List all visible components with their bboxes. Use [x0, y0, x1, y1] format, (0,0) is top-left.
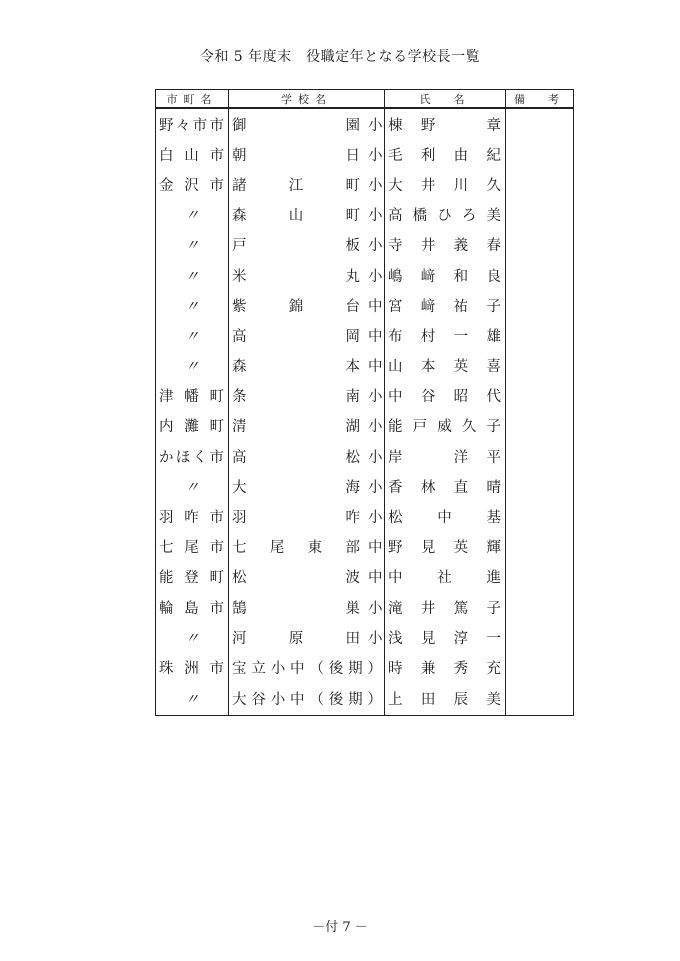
principal-name-cell: 中 谷 昭 代 [385, 381, 506, 411]
table-row [156, 501, 574, 531]
remarks-cell [506, 230, 574, 260]
principal-name-cell: 布 村 一 雄 [385, 320, 506, 350]
school-cell [229, 169, 385, 199]
remarks-cell [506, 471, 574, 501]
school-cell [229, 532, 385, 562]
table-row [156, 320, 574, 350]
school-type: 中 [368, 540, 383, 557]
school-cell [229, 200, 385, 230]
table-body [156, 108, 574, 715]
school-type: 小 [368, 630, 383, 647]
header-city: 市町名 [156, 90, 229, 109]
school-type: 中 [368, 328, 383, 345]
principal-name-cell: 嶋 﨑 和 良 [385, 260, 506, 290]
remarks-cell [506, 683, 574, 716]
school-cell [229, 411, 385, 441]
principal-name-cell: 松 中 基 [385, 501, 506, 531]
city-cell: 〃 [156, 260, 229, 290]
city-cell: 珠 洲 市 [156, 652, 229, 682]
school-name: 紫 錦 台 [232, 298, 360, 315]
remarks-cell [506, 200, 574, 230]
school-type: 小 [368, 510, 383, 527]
city-cell: 七 尾 市 [156, 532, 229, 562]
principal-name-cell: 山 本 英 喜 [385, 351, 506, 381]
school-name: 七 尾 東 部 [232, 540, 360, 557]
school-name: 戸 板 [232, 238, 360, 255]
table-row [156, 351, 574, 381]
principal-table [155, 89, 574, 716]
remarks-cell [506, 320, 574, 350]
school-type: 小 [368, 419, 383, 436]
school-type: 中 [368, 570, 383, 587]
principal-name-cell: 高 橋 ひ ろ 美 [385, 200, 506, 230]
school-type: 小 [368, 238, 383, 255]
city-cell: 輪 島 市 [156, 592, 229, 622]
school-name: 宝 立 小 中 （ 後 期 ） [232, 660, 382, 677]
principal-name-cell: 浅 見 淳 一 [385, 622, 506, 652]
school-name: 清 湖 [232, 419, 360, 436]
city-cell: 〃 [156, 290, 229, 320]
remarks-cell [506, 260, 574, 290]
school-cell [229, 501, 385, 531]
school-type: 中 [368, 359, 383, 376]
remarks-cell [506, 351, 574, 381]
table-row [156, 260, 574, 290]
school-name: 羽 咋 [232, 510, 360, 527]
city-cell: 内 灘 町 [156, 411, 229, 441]
table-row [156, 441, 574, 471]
city-cell: 能 登 町 [156, 562, 229, 592]
remarks-cell [506, 108, 574, 139]
school-name: 鵠 巣 [232, 600, 360, 617]
table-row [156, 230, 574, 260]
principal-name-cell: 上 田 辰 美 [385, 683, 506, 716]
principal-name-cell: 滝 井 篤 子 [385, 592, 506, 622]
table-row [156, 108, 574, 139]
table-row [156, 200, 574, 230]
school-type: 小 [368, 479, 383, 496]
school-name: 大 海 [232, 479, 360, 496]
city-cell: 〃 [156, 230, 229, 260]
remarks-cell [506, 139, 574, 169]
city-cell: か ほ く 市 [156, 441, 229, 471]
school-cell [229, 351, 385, 381]
school-cell [229, 260, 385, 290]
city-cell: 白 山 市 [156, 139, 229, 169]
school-type: 小 [368, 268, 383, 285]
header-school: 学校名 [229, 90, 385, 109]
school-name: 大 谷 小 中 （ 後 期 ） [232, 692, 382, 709]
school-type: 小 [368, 600, 383, 617]
remarks-cell [506, 411, 574, 441]
school-type: 中 [368, 298, 383, 315]
school-cell [229, 652, 385, 682]
table-row [156, 622, 574, 652]
city-cell: 〃 [156, 200, 229, 230]
remarks-cell [506, 592, 574, 622]
table-row [156, 592, 574, 622]
principal-name-cell: 毛 利 由 紀 [385, 139, 506, 169]
principal-name-cell: 大 井 川 久 [385, 169, 506, 199]
remarks-cell [506, 562, 574, 592]
remarks-cell [506, 622, 574, 652]
school-name: 条 南 [232, 389, 360, 406]
city-cell: 〃 [156, 351, 229, 381]
remarks-cell [506, 441, 574, 471]
school-cell [229, 320, 385, 350]
school-name: 米 丸 [232, 268, 360, 285]
city-cell: 野 々 市 市 [156, 108, 229, 139]
table-header-row [156, 90, 574, 109]
principal-name-cell: 中 社 進 [385, 562, 506, 592]
page-number: －付 7 － [312, 920, 368, 935]
table-row [156, 683, 574, 716]
remarks-cell [506, 290, 574, 320]
school-cell [229, 622, 385, 652]
school-cell [229, 108, 385, 139]
remarks-cell [506, 652, 574, 682]
school-type: 小 [368, 117, 383, 134]
school-type: 小 [368, 449, 383, 466]
principal-name-cell: 宮 﨑 祐 子 [385, 290, 506, 320]
document-title: 令和 5 年度末 役職定年となる学校長一覧 [199, 49, 481, 65]
principal-name-cell: 棟 野 章 [385, 108, 506, 139]
table-row [156, 652, 574, 682]
city-cell: 津 幡 町 [156, 381, 229, 411]
school-cell [229, 441, 385, 471]
school-type: 小 [368, 389, 383, 406]
school-name: 諸 江 町 [232, 177, 360, 194]
school-name: 朝 日 [232, 147, 360, 164]
school-cell [229, 562, 385, 592]
remarks-cell [506, 381, 574, 411]
school-name: 河 原 田 [232, 630, 360, 647]
school-cell [229, 230, 385, 260]
table-row [156, 471, 574, 501]
header-name: 氏 名 [385, 90, 506, 109]
table-row [156, 532, 574, 562]
school-type: 小 [368, 147, 383, 164]
table-row [156, 139, 574, 169]
principal-name-cell: 能 戸 威 久 子 [385, 411, 506, 441]
city-cell: 金 沢 市 [156, 169, 229, 199]
school-cell [229, 592, 385, 622]
city-cell: 〃 [156, 320, 229, 350]
table-row [156, 169, 574, 199]
school-name: 御 園 [232, 117, 360, 134]
table-row [156, 411, 574, 441]
school-cell [229, 139, 385, 169]
school-name: 高 岡 [232, 328, 360, 345]
school-type: 小 [368, 208, 383, 225]
city-cell: 〃 [156, 622, 229, 652]
school-name: 森 山 町 [232, 208, 360, 225]
school-name: 森 本 [232, 359, 360, 376]
table-row [156, 381, 574, 411]
principal-name-cell: 岸 洋 平 [385, 441, 506, 471]
city-cell: 羽 咋 市 [156, 501, 229, 531]
remarks-cell [506, 532, 574, 562]
remarks-cell [506, 169, 574, 199]
school-cell [229, 290, 385, 320]
header-remarks: 備 考 [506, 90, 574, 109]
school-cell [229, 683, 385, 716]
table-row [156, 290, 574, 320]
principal-name-cell: 寺 井 義 春 [385, 230, 506, 260]
school-cell [229, 381, 385, 411]
remarks-cell [506, 501, 574, 531]
school-name: 松 波 [232, 570, 360, 587]
city-cell: 〃 [156, 683, 229, 716]
principal-name-cell: 野 見 英 輝 [385, 532, 506, 562]
principal-name-cell: 香 林 直 晴 [385, 471, 506, 501]
city-cell: 〃 [156, 471, 229, 501]
school-type: 小 [368, 177, 383, 194]
school-cell [229, 471, 385, 501]
school-name: 高 松 [232, 449, 360, 466]
principal-name-cell: 時 兼 秀 充 [385, 652, 506, 682]
table-row [156, 562, 574, 592]
